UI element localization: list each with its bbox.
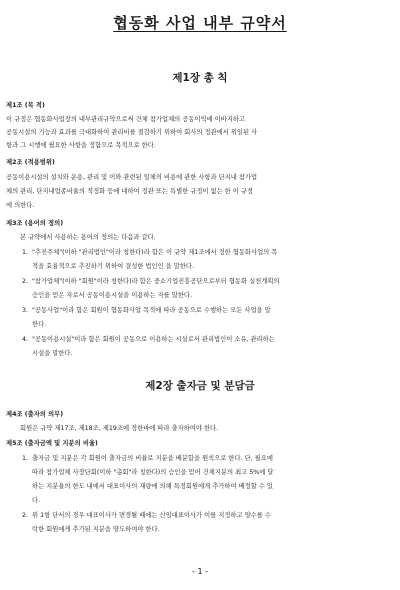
article-4-heading: 제4조 (출자의 의무) bbox=[6, 411, 64, 418]
article-5-item-1-cont: 다. bbox=[32, 497, 41, 504]
article-3-item-2 bbox=[22, 277, 394, 286]
article-3-item-4 bbox=[22, 335, 394, 344]
item-text: 출자금 및 지분은 각 회원이 출자금의 비율로 지분을 배분함을 원칙으로 한다. 단, 필요에 bbox=[32, 455, 273, 462]
item-text: "추진주체"(이하 "관리법인"이라 칭한다)라 함은 이 규약 제1조에서 정한 협동화사업의 목 bbox=[32, 249, 278, 256]
document-title: 협동화 사업 내부 규약서 bbox=[113, 14, 287, 32]
chapter-1-title: 제1장 총 칙 bbox=[172, 72, 228, 84]
article-1-line: 항과 그 시행에 필요한 사항을 정함으로 목적으로 한다. bbox=[6, 142, 156, 149]
page-number: - 1 - bbox=[192, 567, 208, 576]
article-4-line: 회원은 규약 제17조, 제18조, 제19조에 정한바에 따라 출자하여야 한다. bbox=[20, 425, 219, 432]
article-1-heading: 제1조 (목 적) bbox=[6, 102, 45, 109]
item-number: 1. bbox=[22, 455, 29, 462]
chapter-2-title: 제2장 출자금 및 분담금 bbox=[145, 380, 255, 392]
article-3-item-4-cont: 시설을 말한다. bbox=[32, 350, 73, 357]
article-5-item-1-cont: 하는 지분율의 한도 내에서 대표이사의 재량에 의해 특정회원에게 추가하여 배정할 수 있 bbox=[32, 483, 273, 490]
article-2-heading: 제2조 (적용범위) bbox=[6, 159, 55, 166]
item-text: "참가업체"(이하 "회원"이라 칭한다)라 함은 중소기업진흥공단으로부터 협동화 실천계획의 bbox=[32, 278, 280, 285]
article-1-line: 공동시설의 기능과 효과를 극대화하여 관리비를 절감하기 위하여 회사의 정관에서 위임된 사 bbox=[6, 129, 258, 136]
article-3-item-1-cont: 적을 효율적으로 추진하기 위하여 결성한 법인인 을 말한다. bbox=[32, 263, 194, 270]
article-3-intro: 본 규약에서 사용하는 용어의 정의는 다음과 같다. bbox=[20, 234, 156, 241]
article-2-line: 체의 관리, 단지내업종비율의 적정화 등에 대하여 정관 또는 특별한 규정이 없는 한 이 규정 bbox=[6, 188, 254, 195]
item-number: 4. bbox=[22, 336, 29, 343]
item-text: "공동사업"이라 함은 회원이 협동화사업 목적에 따라 공동으로 수행하는 모든 사업을 말 bbox=[32, 307, 271, 314]
item-number: 1. bbox=[22, 249, 29, 256]
article-5-heading: 제5조 (출자금액 및 지분의 비율) bbox=[6, 440, 98, 447]
article-3-item-3-cont: 한다. bbox=[32, 321, 47, 328]
item-number: 2. bbox=[22, 278, 29, 285]
article-5-item-1 bbox=[22, 454, 394, 463]
article-5-item-1-cont: 따라 참가업체 사장단회(이하 "총회"라 칭한다)의 승인을 얻어 건체지분의 최고 5%에 달 bbox=[32, 469, 274, 476]
item-number: 2. bbox=[22, 512, 29, 519]
article-3-item-1 bbox=[22, 248, 394, 257]
article-5-item-2 bbox=[22, 511, 394, 520]
article-2-line: 공동이용시설의 설치와 운용, 관리 및 이와 관련된 일체의 비용에 관한 사항과 단지내 참가업 bbox=[6, 174, 258, 181]
article-2-line: 에 의한다. bbox=[6, 202, 35, 209]
item-text: 위 1항 단서의 경우 대표이사가 면경될 때에는 신임대표이사가 이를 지정하고 양수를 수 bbox=[32, 512, 271, 519]
article-3-heading: 제3조 (용어의 정의) bbox=[6, 220, 64, 227]
article-3-item-3 bbox=[22, 306, 394, 315]
article-1-line: 이 규정은 협동화사업장의 내부관리규약으로써 건체 참가업체의 공동이익에 이바지하고 bbox=[6, 116, 246, 123]
item-text: "공동이용시설"이라 함은 회원이 공동으로 이용하는 시설로서 관리법인이 소유, 관리하는 bbox=[32, 336, 275, 343]
article-3-item-2-cont: 승인을 얻은 자로서 공동이용시설을 이용하는 자를 말한다. bbox=[32, 292, 192, 299]
item-number: 3. bbox=[22, 307, 29, 314]
article-5-item-2-cont: 락한 회원에게 추가된 지분을 양도하여야 한다. bbox=[32, 526, 160, 533]
